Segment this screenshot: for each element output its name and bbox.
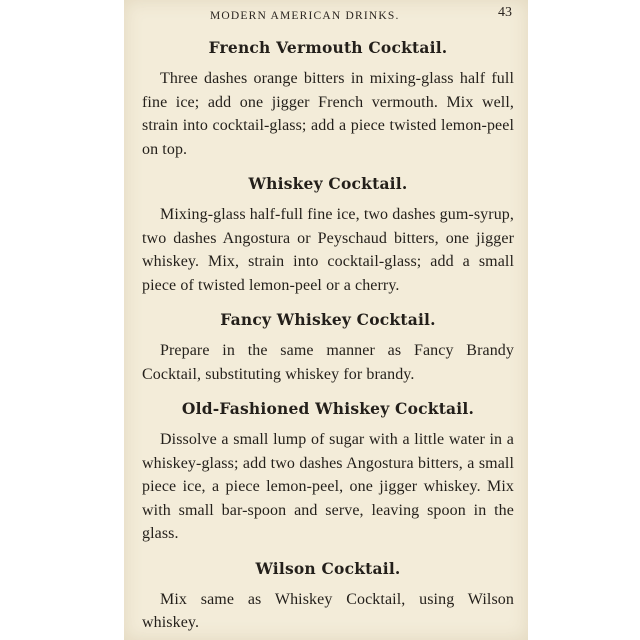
recipe-fancy-whiskey-cocktail	[142, 309, 514, 386]
book-page	[124, 0, 528, 640]
recipe-wilson-cocktail	[142, 558, 514, 635]
page-number: 43	[498, 5, 512, 20]
recipe-body: Prepare in the same manner as Fancy Brandy Cocktail, substituting whiskey for brandy.	[142, 342, 514, 383]
recipe-french-vermouth-cocktail	[142, 37, 514, 161]
running-head	[210, 6, 512, 24]
recipe-title: Wilson Cocktail.	[255, 558, 401, 578]
page-content	[142, 37, 514, 635]
recipe-whiskey-cocktail	[142, 173, 514, 297]
recipe-old-fashioned-whiskey-cocktail	[142, 398, 514, 546]
recipe-title: French Vermouth Cocktail.	[208, 38, 448, 57]
recipe-body: Mix same as Whiskey Cocktail, using Wilson whiskey.	[142, 590, 514, 631]
recipe-body: Mixing-glass half-full fine ice, two dashes gum-syrup, two dashes Angostura or Peyschaud bitters, one jigger whiskey. Mix, strain into cocktail-glass; add a small piece of twisted lemon-peel or a cherry.	[142, 206, 514, 294]
recipe-title: Whiskey Cocktail.	[248, 174, 408, 193]
recipe-title: Fancy Whiskey Cocktail.	[220, 310, 436, 329]
recipe-title: Old-Fashioned Whiskey Cocktail.	[181, 399, 475, 418]
recipe-body: Dissolve a small lump of sugar with a little water in a whiskey-glass; add two dashes Angostura bitters, a small piece ice, a piece lemon-peel, one jigger whiskey. Mix with small bar-spoon and serve, leaving spoon in the glass.	[142, 431, 514, 542]
running-title: MODERN AMERICAN DRINKS.	[210, 10, 400, 22]
recipe-body: Three dashes orange bitters in mixing-glass half full fine ice; add one jigger French vermouth. Mix well, strain into cocktail-glass; add a piece twisted lemon-peel on top.	[142, 70, 514, 158]
